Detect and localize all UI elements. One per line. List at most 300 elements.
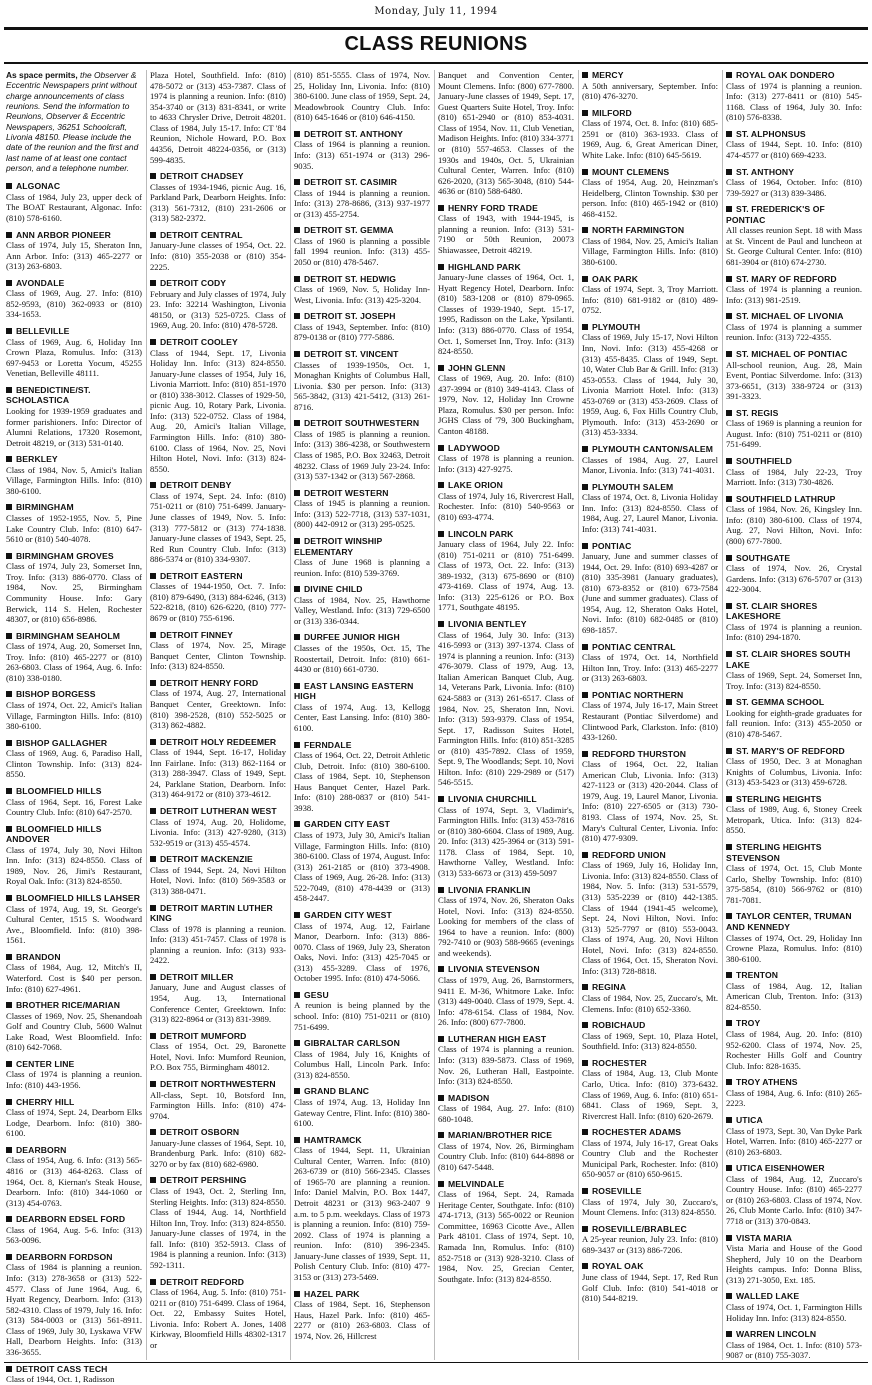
reunion-details: Class of 1978 is planning a reunion. Info: (313) 427-9275. bbox=[438, 453, 574, 474]
reunion-entry bbox=[294, 819, 430, 904]
reunion-details: Class of 1974, Nov. 26, Crystal Gardens. Info: (313) 676-5707 or (313) 422-3004. bbox=[726, 563, 862, 595]
reunion-details: Class of 1974, July 30, Novi Hilton Inn. Info: (313) 824-8550. Class of 1989, Nov. 26, Jimi's Restaurant, Royal Oak. Info: (313) 824-8550. bbox=[6, 844, 142, 887]
reunion-entry bbox=[726, 970, 862, 1012]
reunion-entry bbox=[582, 982, 718, 1014]
reunion-details: Class of 1984, Oct. 1. Info: (810) 573-9087 or (810) 755-3037. bbox=[726, 1339, 862, 1361]
reunion-entry bbox=[582, 225, 718, 267]
school-name: MADISON bbox=[438, 1093, 574, 1104]
school-name: DETROIT ST. GEMMA bbox=[294, 225, 430, 236]
reunion-details: Class of 1974, Oct. 15, Club Monte Carlo, Shelby Township. Info: (810) 375-5854, (810) 566-9762 or (810) 781-7081. bbox=[726, 863, 862, 905]
school-name: ST. CLAIR SHORES SOUTH LAKE bbox=[726, 649, 862, 670]
school-name: DEARBORN EDSEL FORD bbox=[6, 1214, 142, 1225]
reunion-entry bbox=[6, 1145, 142, 1208]
reunion-details: All-class, Sept. 10, Botsford Inn, Farmington Hills. Info: (810) 474-9704. bbox=[150, 1089, 286, 1121]
school-name: ROYAL OAK bbox=[582, 1261, 718, 1272]
column-divider bbox=[722, 70, 723, 1360]
school-name: STERLING HEIGHTS bbox=[726, 794, 862, 805]
school-name: DETROIT PERSHING bbox=[150, 1175, 286, 1186]
school-name: GARDEN CITY WEST bbox=[294, 910, 430, 921]
reunion-details: Class of 1974, Sept. 3, Troy Marriott. Info: (810) 681-9182 or (810) 489-0752. bbox=[582, 284, 718, 316]
school-name: PONTIAC CENTRAL bbox=[582, 642, 718, 653]
reunion-details: Class of 1974, Aug. 20, Somerset Inn, Troy. Info: (810) 465-2277 or (810) 263-6803. Class of 1964, Aug. 6. Info: (810) 338-0180. bbox=[6, 641, 142, 683]
reunion-details: Class of 1944, Sept. 11, Ukrainian Cultural Center, Warren. Info: (810) 263-6739 or (810) 566-2345. Classes of 1965-70 are planning a reunion. Info: Daniel Malvin, P.O. Box 1447, Detroit 48231 or (313) 963-2407 9 a.m. to 5 p.m. weekdays. Class of 1973 is planning a reunion. Info: (810) 759-2092. Class of 1974 is planning a reunion. Info: (810) 396-2345. January-June classes of 1939, Sept. 11, Polish Century Club. Info: (810) 477-3153 or (313) 273-5469. bbox=[294, 1145, 430, 1282]
reunion-entry bbox=[726, 842, 862, 905]
reunion-details: (810) 851-5555. Class of 1974, Nov. 25, Holiday Inn, Livonia. Info: (810) 380-6100. June class of 1959, Sept. 24, Meadowbrook Country Club. Info: (810) 645-1646 or (810) 646-4150. bbox=[294, 70, 430, 123]
reunion-entry bbox=[294, 632, 430, 674]
reunion-entry bbox=[438, 619, 574, 788]
reunion-details: Class of 1974, July 16-17, Great Oaks Country Club and the Rochester Municipal Park, Rochester. Info: (810) 650-9057 or (810) 650-9615. bbox=[582, 1137, 718, 1180]
reunion-details: Class of 1944, Sept. 24, Novi Hilton Hotel, Novi. Info: (810) 569-3583 or (313) 388-0471. bbox=[150, 864, 286, 896]
school-name: DETROIT MACKENZIE bbox=[150, 854, 286, 865]
school-name: TROY ATHENS bbox=[726, 1077, 862, 1088]
reunion-entry bbox=[294, 1289, 430, 1342]
reunion-entry bbox=[438, 203, 574, 256]
reunion-details: A 25-year reunion, July 23. Info: (810) 689-3437 or (313) 886-7206. bbox=[582, 1234, 718, 1255]
footer-rule bbox=[4, 1362, 868, 1363]
reunion-details: January-June classes of 1954, Oct. 22. Info: (810) 355-2038 or (810) 354-2225. bbox=[150, 240, 286, 272]
school-name: ST. GEMMA SCHOOL bbox=[726, 697, 862, 708]
reunion-details: Class of 1969 is planning a reunion for August. Info: (810) 751-0211 or (810) 751-6499. bbox=[726, 418, 862, 450]
reunion-details: Class of 1974, July 15, Sheraton Inn, Ann Arbor. Info: (313) 465-2277 or (313) 263-6803. bbox=[6, 240, 142, 272]
reunion-details: Classes of 1969, Nov. 25, Shenandoah Golf and Country Club, 5600 Walnut Lake Road, West Bloomfield. Info: (810) 642-7068. bbox=[6, 1010, 142, 1053]
column-4 bbox=[438, 70, 574, 1360]
school-name: JOHN GLENN bbox=[438, 363, 574, 374]
reunion-entry bbox=[294, 1038, 430, 1080]
reunion-details: Classes of 1974, Oct. 29, Holiday Inn Crowne Plaza, Romulus. Info: (810) 380-6100. bbox=[726, 932, 862, 964]
school-name: ST. MARY OF REDFORD bbox=[726, 274, 862, 285]
reunion-entry bbox=[438, 1034, 574, 1087]
school-name: DETROIT MUMFORD bbox=[150, 1031, 286, 1042]
school-name: STERLING HEIGHTS STEVENSON bbox=[726, 842, 862, 863]
reunion-entry bbox=[726, 311, 862, 343]
reunion-details: Class of 1974 is planning a reunion. Info: (313) 839-5873. Class of 1969, Nov. 26, Lutheran Hall, Eastpointe. Info: (313) 824-8550. bbox=[438, 1044, 574, 1087]
reunion-entry bbox=[150, 972, 286, 1025]
reunion-details: Class of 1964, Sept. 24, Ramada Heritage Center, Southgate. Info: (810) 474-1713, (313) 565-0022 or Reunion Committee, 16963 Cicotte Ave., Allen Park 48101. Class of 1974, Sept. 10, Ramada Inn, Romulus. Info: (810) 852-7518 or (313) 928-3210. Class of 1984, Nov. 25, Grecian Center, Southgate. Info: (313) 824-8550. bbox=[438, 1189, 574, 1284]
reunion-details: Class of 1943, with 1944-1945, is planning a reunion. Info: (313) 531-7190 or 50th Reunion, 20073 Shiawassee, Detroit 48219. bbox=[438, 213, 574, 255]
reunion-entry bbox=[294, 681, 430, 734]
reunion-entry bbox=[438, 1130, 574, 1172]
reunion-entry bbox=[6, 454, 142, 496]
reunion-entry bbox=[438, 443, 574, 475]
school-name: DETROIT WINSHIP ELEMENTARY bbox=[294, 536, 430, 557]
reunion-details: January, June and summer classes of 1944, Oct. 29. Info: (810) 693-4287 or (810) 335-3981 (January graduates), (810) 673-8352 or (810) 673-7584 (June and summer graduates). Class of 1954, Aug. 12, Sheraton Oaks Hotel, Novi. Info: (810) 682-0485 or (810) 698-1857. bbox=[582, 551, 718, 635]
reunion-details: Class of 1960 is planning a possible fall 1994 reunion. Info: (313) 455-2050 or (810) 478-5467. bbox=[294, 235, 430, 267]
school-name: REDFORD THURSTON bbox=[582, 749, 718, 760]
school-name: ROSEVILLE/BRABLEC bbox=[582, 1224, 718, 1235]
school-name: DETROIT DENBY bbox=[150, 480, 286, 491]
reunion-details: Class of 1974, Nov. 26, Birmingham Country Club. Info: (810) 644-8898 or (810) 647-5448. bbox=[438, 1140, 574, 1172]
reunion-details: Class of 1954, Aug. 20, Heinzman's Heidelberg, Clinton Township. $30 per person. Info: (810) 465-1942 or (810) 468-4152. bbox=[582, 177, 718, 219]
reunion-entry bbox=[294, 740, 430, 814]
reunion-entry bbox=[582, 1224, 718, 1256]
school-name: ROYAL OAK DONDERO bbox=[726, 70, 862, 81]
reunion-details: February and July classes of 1974, July 23. Info: 32214 Washington, Livonia 48150, or (313) 525-0725. Class of 1969, Aug. 20. Info: (810) 478-5728. bbox=[150, 288, 286, 331]
reunion-details: Class of 1974 is planning a summer reunion. Info: (313) 722-4355. bbox=[726, 321, 862, 343]
reunion-details: Class of 1944 is planning a reunion. Info: (313) 278-8686, (313) 937-1977 or (313) 455-2754. bbox=[294, 187, 430, 219]
reunion-entry bbox=[438, 794, 574, 879]
intro-lead: As space permits, bbox=[6, 70, 78, 80]
school-name: ST. FREDERICK'S OF PONTIAC bbox=[726, 204, 862, 225]
school-name: BLOOMFIELD HILLS LAHSER bbox=[6, 893, 142, 904]
school-name: DETROIT CASS TECH bbox=[6, 1364, 142, 1375]
reunion-details: Class of 1974, Oct. 8, Livonia Holiday Inn. Info: (313) 824-8550. Class of 1984, Aug. 27, Laurel Manor, Livonia. Info: (313) 741-4031. bbox=[582, 492, 718, 534]
school-name: DETROIT ST. VINCENT bbox=[294, 349, 430, 360]
reunion-entry bbox=[726, 1115, 862, 1157]
reunion-entry bbox=[582, 482, 718, 535]
reunion-details: Class of 1984, Nov. 26, Kingsley Inn. Info: (810) 380-6100. Class of 1974, Aug. 27, Novi Hilton, Novi. Info: (800) 677-7800. bbox=[726, 504, 862, 546]
reunion-entry bbox=[582, 1127, 718, 1180]
school-name: SOUTHGATE bbox=[726, 553, 862, 564]
reunion-entry bbox=[6, 1252, 142, 1358]
reunion-entry bbox=[6, 385, 142, 448]
reunion-details: Class of 1964, Oct. 22, Italian American Club, Livonia. Info: (313) 427-1123 or (313) 420-2044. Class of 1979, Aug. 19, Laurel Manor, Livonia. Info: (810) 227-6505 or (313) 730-8193. Class of 1974, Nov. 25, St. Mary's Cultural Center, Livonia. Info: (810) 477-9309. bbox=[582, 759, 718, 844]
reunion-details: Class of 1974, Aug. 13, Holiday Inn Gateway Centre, Flint. Info: (810) 380-6100. bbox=[294, 1096, 430, 1129]
reunion-details: Class of 1984, Nov. 25, Hawthorne Valley, Westland. Info: (313) 729-6500 or (313) 336-0344. bbox=[294, 594, 430, 626]
reunion-details: Class of 1964, Aug. 5. Info: (810) 751-0211 or (810) 751-6499. Class of 1964, Oct. 22, Embassy Suites Hotel, Livonia. Info: Robert A. Jones, 1408 Kirkway, Bloomfield Hills 48302-1317 or bbox=[150, 1287, 286, 1350]
reunion-entry bbox=[726, 167, 862, 199]
reunion-entry bbox=[294, 1086, 430, 1128]
reunion-details: Class of 1944, Oct. 1, Radisson bbox=[6, 1374, 115, 1385]
school-name: LIVONIA FRANKLIN bbox=[438, 885, 574, 896]
school-name: ST. CLAIR SHORES LAKESHORE bbox=[726, 601, 862, 622]
reunion-details: January-June classes of 1964, Sept. 10, Brandenburg Park. Info: (810) 682-3270 or by fax (810) 682-6980. bbox=[150, 1137, 286, 1169]
reunion-entry bbox=[6, 181, 142, 223]
reunion-details: Classes of the 1950s, Oct. 15, The Roostertail, Detroit. Info: (810) 661-4430 or (810) 661-0730. bbox=[294, 643, 430, 675]
reunion-entry bbox=[150, 903, 286, 966]
reunion-details: Class of 1984, Aug. 20. Info: (810) 952-6200. Class of 1974, Nov. 25, Rochester Hills Golf and Country Club. Info: 828-1635. bbox=[726, 1029, 862, 1071]
reunion-entry bbox=[150, 571, 286, 624]
reunion-entry bbox=[6, 551, 142, 625]
school-name: HAZEL PARK bbox=[294, 1289, 430, 1300]
reunion-details: Class of 1979, Aug. 26, Barnstormers, 9411 E. M-36, Whitmore Lake. Info: (313) 449-0040. Class of 1979, Sept. 4. Info: 478-6154. Class of 1984, Nov. 26. Info: (800) 677-7800. bbox=[438, 975, 574, 1028]
school-name: REGINA bbox=[582, 982, 718, 993]
reunion-entry bbox=[726, 911, 862, 964]
reunion-entry bbox=[438, 480, 574, 522]
school-name: ST. MICHAEL OF PONTIAC bbox=[726, 349, 862, 360]
column-2 bbox=[150, 70, 286, 1360]
school-name: PLYMOUTH SALEM bbox=[582, 482, 718, 493]
reunion-entry bbox=[6, 1059, 142, 1091]
school-name: BROTHER RICE/MARIAN bbox=[6, 1000, 142, 1011]
reunion-entry bbox=[726, 70, 862, 123]
school-name: ROSEVILLE bbox=[582, 1186, 718, 1197]
reunion-details: Class of 1974, Sept. 3, Vladimir's, Farmington Hills. Info: (313) 453-7816 or (810) 380-6604. Class of 1989, Aug. 20. Info: (313) 425-3964 or (313) 591-1178. Class of 1984, Sept. 10, Hawthorne Valley, Westland. Info: (313) 533-6673 or (313) 459-5097 bbox=[438, 804, 574, 878]
school-name: FERNDALE bbox=[294, 740, 430, 751]
school-name: PONTIAC bbox=[582, 541, 718, 552]
school-name: GIBRALTAR CARLSON bbox=[294, 1038, 430, 1049]
reunion-entry bbox=[726, 697, 862, 739]
reunion-details: Class of 1969, Aug. 6, Paradiso Hall, Clinton Township. Info: (313) 824-8550. bbox=[6, 748, 142, 780]
reunion-details: Class of 1974, July 16-17, Main Street Restaurant (Pontiac Silverdome) and Clintwood Park, Clarkston. Info: (810) 433-1260. bbox=[582, 700, 718, 743]
reunion-details: Classes of 1939-1950s, Oct. 1, Monaghan Knights of Columbus Hall, Livonia. $30 per person. Info: (313) 565-3842, (313) 421-5412, (313) 261-8716. bbox=[294, 359, 430, 412]
reunion-entry bbox=[726, 204, 862, 267]
school-name: MARIAN/BROTHER RICE bbox=[438, 1130, 574, 1141]
reunion-details: Class of 1974, Nov. 26, Sheraton Oaks Hotel, Novi. Info: (313) 824-8550. Looking for members of the class of 1964 to have a reunion. Info: (800) 792-7410 or (903) 588-9665 (evenings and weekends). bbox=[438, 895, 574, 958]
reunion-details: A 50th anniversary, September. Info: (810) 476-3270. bbox=[582, 80, 718, 102]
reunion-details: Class of 1969, Aug. 27. Info: (810) 852-9593, (810) 362-0933 or (810) 334-1653. bbox=[6, 288, 142, 320]
school-name: DETROIT ST. CASIMIR bbox=[294, 177, 430, 188]
reunion-details: Classes of 1984, Aug. 27, Laurel Manor, Livonia. Info: (313) 741-4031. bbox=[582, 454, 718, 476]
reunion-details: Class of 1984, July 23, upper deck of The BOAT Restaurant, Algonac. Info: (810) 578-6160. bbox=[6, 191, 142, 223]
reunion-details: Class of 1969, July 16, Holiday Inn, Livonia. Info: (313) 824-8550. Class of 1984, Nov. 5. Info: (313) 531-5579, (313) 535-2239 or (810) 442-1385. Class of 1944 (1941-45 welcome), Sept. 24, Novi Hilton, Novi. Info: (313) 525-7797 or (810) 553-0043. Class of 1974, Aug. 20, Novi Hilton Hotel, Novi. Info: (313) 824-8550. Class of 1964, Oct. 15, Sheraton Novi. Info: (313) 728-8818. bbox=[582, 860, 718, 976]
reunion-details: Class of 1984, Aug. 13, Club Monte Carlo, Utica. Info: (810) 373-6432. Class of 1969, Aug. 6. Info: (810) 651-6841. Class of 1969, Sept. 3, Rivercrest Hall. Info: (810) 620-2679. bbox=[582, 1068, 718, 1121]
reunion-entry bbox=[150, 678, 286, 731]
school-name: UTICA EISENHOWER bbox=[726, 1163, 862, 1174]
school-name: DETROIT WESTERN bbox=[294, 488, 430, 499]
reunion-entry bbox=[6, 1214, 142, 1246]
reunion-entry bbox=[726, 1329, 862, 1361]
school-name: DETROIT CHADSEY bbox=[150, 171, 286, 182]
school-name: AVONDALE bbox=[6, 278, 142, 289]
reunion-entry bbox=[6, 230, 142, 272]
reunion-entry bbox=[438, 1179, 574, 1285]
reunion-entry bbox=[294, 349, 430, 412]
reunion-entry bbox=[6, 1364, 142, 1385]
reunion-entry bbox=[582, 1261, 718, 1303]
school-name: BISHOP BORGESS bbox=[6, 689, 142, 700]
reunion-entry bbox=[582, 690, 718, 743]
reunion-details: Class of 1969, Nov. 5, Holiday Inn-West, Livonia. Info: (313) 425-3204. bbox=[294, 284, 430, 305]
school-name: UTICA bbox=[726, 1115, 862, 1126]
reunion-entry bbox=[726, 1018, 862, 1071]
reunion-entry bbox=[438, 964, 574, 1027]
reunion-details: Looking for 1939-1959 graduates and former parishioners. Info: Director of Alumni Relations, 17320 Rosemont, Detroit 48219, or (313) 531-0140. bbox=[6, 405, 142, 448]
reunion-entry bbox=[726, 601, 862, 643]
reunion-entry bbox=[582, 167, 718, 220]
reunion-details: Class of 1974, Aug. 27, International Banquet Center, Greektown. Info: (810) 398-2528, (810) 552-5025 or (313) 862-4882. bbox=[150, 688, 286, 731]
school-name: LIVONIA CHURCHILL bbox=[438, 794, 574, 805]
reunion-entry bbox=[726, 1233, 862, 1286]
school-name: DURFEE JUNIOR HIGH bbox=[294, 632, 430, 643]
reunion-entry bbox=[726, 129, 862, 161]
reunion-details: Class of 1984, Nov. 5, Amici's Italian Village, Farmington Hills. Info: (810) 380-6100. bbox=[6, 464, 142, 496]
school-name: BERKLEY bbox=[6, 454, 142, 465]
school-name: DETROIT EASTERN bbox=[150, 571, 286, 582]
reunion-details: Class of 1984, Aug. 12, Italian American Club, Trenton. Info: (313) 824-8550. bbox=[726, 980, 862, 1012]
column-3 bbox=[294, 70, 430, 1360]
school-name: DETROIT ST. HEDWIG bbox=[294, 274, 430, 285]
column-divider bbox=[146, 70, 147, 1360]
reunion-entry bbox=[726, 649, 862, 691]
reunion-details: Class of 1964, October. Info: (810) 739-5927 or (313) 839-3486. bbox=[726, 177, 862, 198]
reunion-details: All classes reunion Sept. 18 with Mass at St. Vincent de Paul and luncheon at St. George Cultural Center. Info: (810) 681-3904 or (810) 674-2730. bbox=[726, 225, 862, 267]
reunion-details: January class of 1964, July 22. Info: (810) 751-0211 or (810) 751-6499. Class of 1973, Oct. 22. Info: (313) 389-1932, (313) 675-8690 or (810) 473-4169. Class of 1974, Aug. 13. Info: (313) 225-6126 or P.O. Box 1771, Southgate 48195. bbox=[438, 539, 574, 613]
reunion-details: Class of 1984, Aug. 6. Info: (810) 265-2223. bbox=[726, 1087, 862, 1109]
reunion-entry bbox=[294, 910, 430, 984]
reunion-details: Banquet and Convention Center, Mount Clemens. Info: (800) 677-7800. January-June classes of 1949, Sept. 17, Guest Quarters Suite Hotel, Troy. Info: (810) 651-2940 or (810) 853-4031. Class of 1954, Nov. 11, Club Venetian, Madison Heights. Info: (810) 334-3771 or (810) 557-4653. Classes of the 1930s and 1940s, Oct. 5, Ukrainian Cultural Center, Warren. Info: (810) 626-2020, (313) 565-3048, (810) 544-4636 or (810) 588-6480. bbox=[438, 70, 574, 197]
reunion-entry bbox=[6, 326, 142, 379]
reunion-entry bbox=[726, 746, 862, 788]
school-name: BIRMINGHAM bbox=[6, 502, 142, 513]
reunion-details: Class of 1984, Aug. 12, Mitch's II, Waterford. Cost is $40 per person. Info: (810) 627-4961. bbox=[6, 962, 142, 994]
school-name: DETROIT ST. ANTHONY bbox=[294, 129, 430, 140]
column-6 bbox=[726, 70, 862, 1360]
reunion-entry bbox=[294, 311, 430, 343]
reunion-entry bbox=[6, 738, 142, 780]
school-name: HENRY FORD TRADE bbox=[438, 203, 574, 214]
reunion-details: Class of 1984, July 16, Knights of Columbus Hall, Lincoln Park. Info: (313) 824-8550. bbox=[294, 1048, 430, 1080]
reunion-details: Class of 1974 is planning a reunion. Info: (810) 443-1956. bbox=[6, 1069, 142, 1091]
reunion-entry bbox=[150, 1079, 286, 1121]
reunion-details: Class of 1974, Aug. 12, Fairlane Manor, Dearborn. Info: (313) 886-0070. Class of 1969, July 23, Sheraton Oaks, Novi. Info: (313) 425-7045 or (313) 455-3289. Class of 1976, October 1995. Info: (810) 474-5066. bbox=[294, 920, 430, 984]
reunion-entry bbox=[726, 494, 862, 547]
reunion-entry bbox=[438, 70, 574, 197]
reunion-entry bbox=[150, 70, 286, 165]
school-name: BENEDICTINE/ST. SCHOLASTICA bbox=[6, 385, 142, 406]
reunion-entry bbox=[582, 749, 718, 844]
school-name: GRAND BLANC bbox=[294, 1086, 430, 1097]
column-divider bbox=[578, 70, 579, 1360]
school-name: DETROIT LUTHERAN WEST bbox=[150, 806, 286, 817]
school-name: PONTIAC NORTHERN bbox=[582, 690, 718, 701]
school-name: ST. REGIS bbox=[726, 408, 862, 419]
school-name: SOUTHFIELD bbox=[726, 456, 862, 467]
school-name: NORTH FARMINGTON bbox=[582, 225, 718, 236]
school-name: BIRMINGHAM SEAHOLM bbox=[6, 631, 142, 642]
reunion-entry bbox=[150, 806, 286, 848]
reunion-entry bbox=[726, 349, 862, 402]
reunion-entry bbox=[582, 642, 718, 684]
school-name: TRENTON bbox=[726, 970, 862, 981]
school-name: BISHOP GALLAGHER bbox=[6, 738, 142, 749]
reunion-details: January, June and August classes of 1954, Aug. 13, International Conference Center, Greektown. Info: (313) 822-8964 or (313) 831-3989. bbox=[150, 982, 286, 1025]
reunion-details: Class of 1984, Aug. 27. Info: (810) 680-1048. bbox=[438, 1103, 574, 1124]
reunion-details: Plaza Hotel, Southfield. Info: (810) 478-5072 or (313) 453-7387. Class of 1974 is planning a reunion. Info: (810) 354-3740 or (313) 831-8341, or write to 4633 Chrysler Drive, Detroit 48201. Class of 1984, July 15-17. Info: CT '84 Reunion, Nichole Howard, P.O. Box 44356, Detroit 48224-0356, or (313) 599-4835. bbox=[150, 70, 286, 165]
reunion-details: Classes of 1934-1946, picnic Aug. 16, Parkland Park, Dearborn Heights. Info: (313) 561-7312, (810) 231-2606 or (313) 582-2372. bbox=[150, 181, 286, 224]
reunion-details: Class of 1984, Nov. 25, Amici's Italian Village, Farmington Hills. Info: (810) 380-6100. bbox=[582, 235, 718, 267]
reunion-entry bbox=[294, 488, 430, 530]
reunion-entry bbox=[294, 177, 430, 219]
school-name: DETROIT NORTHWESTERN bbox=[150, 1079, 286, 1090]
school-name: BLOOMFIELD HILLS ANDOVER bbox=[6, 824, 142, 845]
reunion-entry bbox=[438, 363, 574, 437]
school-name: CHERRY HILL bbox=[6, 1097, 142, 1108]
school-name: MOUNT CLEMENS bbox=[582, 167, 718, 178]
reunion-entry bbox=[582, 274, 718, 316]
reunion-entry bbox=[150, 230, 286, 272]
school-name: OAK PARK bbox=[582, 274, 718, 285]
reunion-entry bbox=[582, 1058, 718, 1121]
school-name: BLOOMFIELD HILLS bbox=[6, 786, 142, 797]
reunion-details: Class of 1973, July 30, Amici's Italian Village, Farmington Hills. Info: (810) 380-6100. Class of 1974, August. Info: (313) 261-2185 or (810) 373-4908. Class of 1969, Aug. 26-28. Info: (313) 522-7049, (810) 478-4439 or (313) 458-2447. bbox=[294, 830, 430, 904]
school-name: LAKE ORION bbox=[438, 480, 574, 491]
reunion-details: Class of 1974, Oct. 22, Amici's Italian Village, Farmington Hills. Info: (810) 380-6100. bbox=[6, 700, 142, 732]
reunion-details: Class of 1943, Oct. 2, Sterling Inn, Sterling Heights. Info: (313) 824-8550. Class of 1944, Aug. 14, Northfield Hilton Inn, Troy. Info: (313) 824-8550. January-June classes of 1974, in the fall. Info: (810) 352-5913. Class of 1984 is planning a reunion. Info: (313) 592-1311. bbox=[150, 1186, 286, 1270]
school-name: LINCOLN PARK bbox=[438, 529, 574, 540]
school-name: EAST LANSING EASTERN HIGH bbox=[294, 681, 430, 702]
reunion-details: Class of 1974 is planning a reunion. Info: (313) 277-8411 or (810) 545-1168. Class of 1964, July 30. Info: (810) 576-8338. bbox=[726, 80, 862, 123]
reunion-details: Class of 1985 is planning a reunion. Info: (313) 386-4238, or Southwestern Class of 1985, P.O. Box 32463, Detroit 48232. Class of 1969 July 23-24. Info: (313) 537-1342 or (313) 567-2868. bbox=[294, 428, 430, 482]
school-name: DETROIT HENRY FORD bbox=[150, 678, 286, 689]
reunion-details: Class of 1974, Aug. 19, St. George's Cultural Center, 1515 S. Woodward Ave., Bloomfield. Info: (810) 398-1561. bbox=[6, 903, 142, 946]
reunion-details: Class of 1989, Aug. 6, Stoney Creek Metropark, Utica. Info: (313) 824-8550. bbox=[726, 804, 862, 836]
school-name: MELVINDALE bbox=[438, 1179, 574, 1190]
school-name: PLYMOUTH bbox=[582, 322, 718, 333]
reunion-entry bbox=[726, 794, 862, 836]
school-name: TROY bbox=[726, 1018, 862, 1029]
reunion-details: Class of 1950, Dec. 3 at Monaghan Knights of Columbus, Livonia. Info: (313) 453-5423 or (313) 459-6728. bbox=[726, 756, 862, 788]
reunion-entry bbox=[294, 418, 430, 481]
reunion-details: Looking for eighth-grade graduates for fall reunion. Info: (313) 455-2050 or (810) 478-5467. bbox=[726, 707, 862, 739]
reunion-entry bbox=[6, 824, 142, 887]
reunion-details: Class of 1974, July 16, Rivercrest Hall, Rochester. Info: (810) 540-9563 or (810) 693-4774. bbox=[438, 490, 574, 522]
reunion-entry bbox=[582, 444, 718, 476]
school-name: SOUTHFIELD LATHRUP bbox=[726, 494, 862, 505]
reunion-entry bbox=[150, 1031, 286, 1073]
reunion-entry bbox=[150, 278, 286, 331]
headline-rule bbox=[4, 62, 868, 64]
reunion-details: Class of 1969, Aug. 20. Info: (810) 437-3994 or (810) 349-4143. Class of 1979, Nov. 12, Holiday Inn Crowne Plaza, Romulus. $30 per person. Info: JGHS Class of '79, 300 Buckingham, Canton 48188. bbox=[438, 373, 574, 436]
reunion-entry bbox=[6, 689, 142, 731]
reunion-details: Class of 1974 is planning a reunion. Info: (810) 294-1870. bbox=[726, 621, 862, 643]
reunion-entry bbox=[582, 70, 718, 102]
reunion-details: Class of 1969, July 15-17, Novi Hilton Inn, Novi. Info: (313) 455-4268 or (313) 455-8435. Class of 1949, Sept. 10, Water Club Bar & Grill. Info: (313) 453-0553. Class of 1944, July 30, Livonia Marriott Hotel. Info: (313) 453-0769 or (313) 453-2609. Class of 1959, Aug. 6, Fox Hills Country Club, Plymouth. Info: (313) 453-2690 or (313) 453-3334. bbox=[582, 332, 718, 438]
header-rule bbox=[4, 27, 868, 30]
reunion-details: Classes of 1944-1950, Oct. 7. Info: (810) 879-6490, (313) 884-6246, (313) 522-8218, (810) 626-6220, (810) 777-8679 or (810) 755-6196. bbox=[150, 581, 286, 623]
reunion-details: Class of 1943, September. Info: (810) 879-0138 or (810) 777-5886. bbox=[294, 321, 430, 343]
reunion-entry bbox=[726, 553, 862, 595]
reunion-entry bbox=[150, 737, 286, 800]
reunion-details: Class of 1974, Aug. 20, Holidome, Livonia. Info: (313) 427-9280, (313) 532-9519 or (313) 455-4574. bbox=[150, 816, 286, 848]
reunion-details: Class of 1964, July 30. Info: (313) 416-5993 or (313) 397-1374. Class of 1974 is planning a reunion. Info: (313) 476-3079. Class of 1979, Aug. 13, Italian American Banquet Club, Aug. 14, Veterans Park, Livonia. Info: (810) 624-5883 or (313) 261-6517. Class of 1984, Nov. 25, Sheraton Inn, Novi. Info: (313) 593-9379. Class of 1954, Sept. 17, Radisson Suites Hotel, Farmington Hills. Info: (810) 851-3285 or (810) 435-7892. Class of 1959, Sept. 9, The Woodlands; Sept. 10, Novi Hilton. Info: (810) 229-2989 or (517) 546-5515. bbox=[438, 629, 575, 788]
school-name: ROBICHAUD bbox=[582, 1020, 718, 1031]
school-name: WARREN LINCOLN bbox=[726, 1329, 862, 1340]
reunion-entry bbox=[438, 262, 574, 357]
reunion-details: Class of 1944, Sept. 10. Info: (810) 474-4577 or (810) 669-4233. bbox=[726, 139, 862, 160]
school-name: MILFORD bbox=[582, 108, 718, 119]
reunion-details: January-June classes of 1964, Oct. 1, Hyatt Regency Hotel, Dearborn. Info: (810) 583-1208 or (810) 879-0965. Classes of 1939-1940, Sept. 15-17, 1995, Radisson on the Lake, Ypsilanti. Info: (313) 886-0770. Class of 1954, Oct. 1, Somerset Inn, Troy. Info: (313) 824-8550. bbox=[438, 272, 574, 357]
reunion-details: Class of 1974, Sept. 24. Info: (810) 751-0211 or (810) 751-6499. January-June classes of 1949, Nov. 5. Info: (313) 777-5812 or (313) 774-1838. January-June classes of 1943, Sept. 25, Red Run Country Club. Info: (313) 886-5374 or (810) 334-9307. bbox=[150, 490, 286, 565]
reunion-entry bbox=[582, 108, 718, 161]
school-name: LIVONIA BENTLEY bbox=[438, 619, 574, 630]
reunion-details: Class of 1974, Oct. 14, Northfield Hilton Inn, Troy. Info: (313) 465-2277 or (313) 263-6803. bbox=[582, 652, 718, 684]
school-name: DETROIT HOLY REDEEMER bbox=[150, 737, 286, 748]
reunion-entry bbox=[150, 630, 286, 672]
dateline: Monday, July 11, 1994 bbox=[374, 6, 498, 17]
school-name: GESU bbox=[294, 990, 430, 1001]
school-name: DETROIT REDFORD bbox=[150, 1277, 286, 1288]
school-name: WALLED LAKE bbox=[726, 1291, 862, 1302]
reunion-entry bbox=[6, 786, 142, 818]
reunion-entry bbox=[438, 1093, 574, 1125]
reunion-details: Class of 1974, Nov. 25, Mirage Banquet Center, Clinton Township. Info: (313) 824-8550. bbox=[150, 640, 286, 672]
reunion-entry bbox=[582, 850, 718, 977]
column-divider bbox=[290, 70, 291, 1360]
school-name: HAMTRAMCK bbox=[294, 1135, 430, 1146]
school-name: CENTER LINE bbox=[6, 1059, 142, 1070]
reunion-entry bbox=[582, 1186, 718, 1218]
school-name: VISTA MARIA bbox=[726, 1233, 862, 1244]
school-name: DETROIT COOLEY bbox=[150, 337, 286, 348]
reunion-entry bbox=[6, 1097, 142, 1139]
school-name: BELLEVILLE bbox=[6, 326, 142, 337]
reunion-details: Class of 1974 is planning a reunion. Info: (313) 981-2519. bbox=[726, 284, 862, 305]
column-5 bbox=[582, 70, 718, 1360]
reunion-entry bbox=[438, 529, 574, 614]
reunion-entry bbox=[6, 278, 142, 320]
school-name: GARDEN CITY EAST bbox=[294, 819, 430, 830]
reunion-entry bbox=[150, 1277, 286, 1351]
school-name: ROCHESTER ADAMS bbox=[582, 1127, 718, 1138]
reunion-details: Class of 1974, Sept. 24, Dearborn Elks Lodge, Dearborn. Info: (810) 380-6100. bbox=[6, 1107, 142, 1139]
school-name: ST. MARY'S OF REDFORD bbox=[726, 746, 862, 757]
reunion-details: Class of 1984, Aug. 12, Zuccaro's Country House. Info: (810) 465-2277 or (810) 263-6803. Class of 1974, Nov. 26, Club Monte Carlo. Info: (810) 347-7718 or (313) 370-0843. bbox=[726, 1173, 862, 1226]
school-name: LADYWOOD bbox=[438, 443, 574, 454]
school-name: DETROIT SOUTHWESTERN bbox=[294, 418, 430, 429]
reunion-entry bbox=[150, 854, 286, 896]
reunion-entry bbox=[150, 480, 286, 565]
reunion-entry bbox=[294, 1135, 430, 1283]
